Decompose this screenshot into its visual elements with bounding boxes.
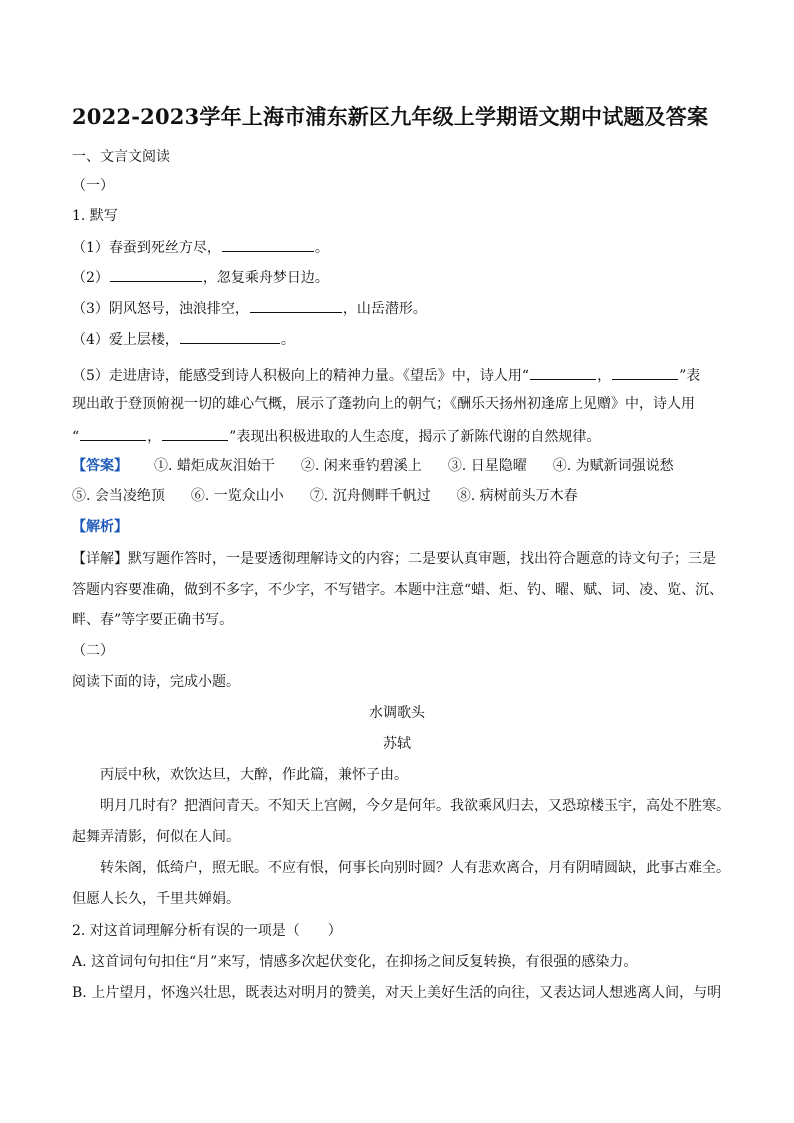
question-1-item-3: （3）阴风怒号，浊浪排空， ，山岳潜形。 — [72, 297, 732, 319]
question-1-item-2: （2） ，忽复乘舟梦日边。 — [72, 266, 732, 288]
part-heading-2: （二） — [72, 643, 114, 659]
question-1-item-5-line-1: （5）走进唐诗，能感受到诗人积极向上的精神力量。《望岳》中，诗人用“ ， ”表 — [72, 364, 732, 386]
poem-stanza-1-line-2: 起舞弄清影，何似在人间。 — [72, 829, 240, 845]
answer-blank — [612, 364, 678, 380]
answer-blank — [222, 236, 314, 252]
answer-row-1 — [72, 456, 732, 476]
poem-title: 水调歌头 — [369, 705, 425, 721]
answer-row-2 — [72, 486, 732, 506]
question-2-option-b: B. 上片望月，怀逸兴壮思，既表达对明月的赞美，对天上美好生活的向往，又表达词人想逃离人间，与明 — [72, 985, 722, 1001]
poem-stanza-1-line-1: 明月几时有？把酒问青天。不知天上宫阙，今夕是何年。我欲乘风归去，又恐琼楼玉宇，高处不胜寒。 — [100, 798, 730, 814]
analysis-label: 【解析】 — [72, 519, 128, 535]
answer-item: ①. 蜡炬成灰泪始干 — [154, 458, 275, 474]
question-1-item-1: （1）春蚕到死丝方尽， 。 — [72, 236, 732, 258]
answer-blank — [250, 297, 342, 313]
question-1-item-5-line-2: 现出敢于登顶俯视一切的雄心气概，展示了蓬勃向上的朝气；《酬乐天扬州初逢席上见赠》中，诗人用 — [72, 396, 695, 412]
question-1-item-4: （4）爱上层楼， 。 — [72, 328, 732, 350]
detail-line-3: 畔、春”等字要正确书写。 — [72, 612, 234, 628]
question-1-item-5-line-3: “ ， ”表现出积极进取的人生态度，揭示了新陈代谢的自然规律。 — [72, 425, 732, 447]
answer-blank — [162, 425, 228, 441]
question-1-title: 1. 默写 — [72, 208, 118, 224]
answer-label: 【答案】 — [72, 458, 128, 474]
answer-item: ③. 日星隐曜 — [447, 458, 527, 474]
poem-author: 苏轼 — [383, 736, 411, 752]
answer-item: ⑤. 会当凌绝顶 — [72, 488, 165, 504]
answer-item: ⑥. 一览众山小 — [190, 488, 284, 504]
answer-blank — [180, 328, 280, 344]
answer-blank — [80, 425, 146, 441]
poem-preface: 丙辰中秋，欢饮达旦，大醉，作此篇，兼怀子由。 — [100, 767, 408, 783]
answer-blank — [530, 364, 596, 380]
question-2-title: 2. 对这首词理解分析有误的一项是（ ） — [72, 923, 342, 939]
part-heading-1: （一） — [72, 178, 114, 194]
answer-item: ⑧. 病树前头万木春 — [456, 488, 578, 504]
poem-stanza-2-line-2: 但愿人长久，千里共婵娟。 — [72, 891, 240, 907]
section-heading: 一、文言文阅读 — [72, 149, 170, 165]
document-title: 2022-2023学年上海市浦东新区九年级上学期语文期中试题及答案 — [72, 104, 709, 129]
answer-item: ②. 闲来垂钓碧溪上 — [300, 458, 422, 474]
detail-line-2: 答题内容要准确，做到不多字，不少字，不写错字。本题中注意“蜡、炬、钓、曜、赋、词、凌、览、沉、 — [72, 582, 724, 598]
question-2-option-a: A. 这首词句句扣住“月”来写，情感多次起伏变化，在抑扬之间反复转换，有很强的感染力。 — [72, 954, 638, 970]
reading-prompt: 阅读下面的诗，完成小题。 — [72, 674, 240, 690]
answer-item: ⑦. 沉舟侧畔千帆过 — [309, 488, 431, 504]
answer-item: ④. 为赋新词强说愁 — [552, 458, 674, 474]
detail-label: 【详解】 — [72, 551, 128, 567]
poem-stanza-2-line-1: 转朱阁，低绮户，照无眠。不应有恨，何事长向别时圆？人有悲欢离合，月有阴晴圆缺，此事古难全。 — [100, 860, 730, 876]
detail-line-1: 【详解】默写题作答时，一是要透彻理解诗文的内容；二是要认真审题，找出符合题意的诗文句子；三是 — [72, 551, 716, 567]
answer-blank — [110, 266, 202, 282]
